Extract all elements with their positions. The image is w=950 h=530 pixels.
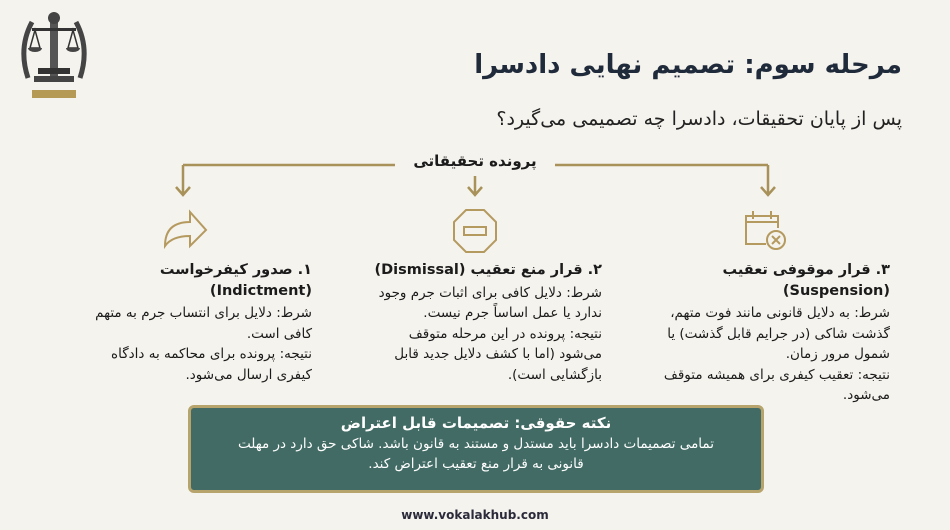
legal-note-box [188, 405, 764, 493]
option-dismissal [372, 260, 602, 385]
page-subtitle: پس از پایان تحقیقات، دادسرا چه تصمیمی می‌گیرد؟ [496, 108, 902, 130]
arrow-down-icon [468, 176, 482, 195]
note-body: تمامی تصمیمات دادسرا باید مستدل و مستند به قانون باشد. شاکی حق دارد در مهلت قانونی به قرار منع تعقیب اعتراض کند. [238, 436, 714, 472]
option-title: ۲. قرار منع تعقیب (Dismissal) [374, 262, 602, 278]
option-result: نتیجه: تعقیب کیفری برای همیشه متوقف می‌شود. [663, 366, 890, 403]
note-title: نکته حقوقی: تصمیمات قابل اعتراض [340, 414, 612, 432]
flow-connector [0, 0, 950, 260]
option-condition: شرط: به دلایل قانونی مانند فوت متهم، گذشت شاکی (در جرایم قابل گذشت) یا شمول مرور زمان. [667, 305, 890, 362]
scales-of-justice-logo [18, 8, 90, 104]
page-title: مرحله سوم: تصمیم نهایی دادسرا [474, 50, 902, 80]
option-condition: شرط: دلایل برای انتساب جرم به متهم کافی است. [95, 305, 312, 342]
footer-url[interactable]: www.vokalakhub.com [401, 508, 549, 522]
calendar-cancel-icon [746, 211, 785, 249]
option-indictment [80, 260, 312, 385]
option-result: نتیجه: پرونده در این مرحله متوقف می‌شود (اما با کشف دلایل جدید قابل بازگشایی است). [394, 325, 602, 383]
option-title: ۳. قرار موقوفی تعقیب (Suspension) [722, 262, 890, 299]
option-suspension [640, 260, 890, 406]
arrow-down-icon [176, 165, 190, 195]
stop-sign-icon [454, 210, 496, 252]
option-title: ۱. صدور کیفرخواست (Indictment) [159, 262, 312, 299]
root-node-label: پرونده تحقیقاتی [395, 152, 555, 170]
option-result: نتیجه: پرونده برای محاکمه به دادگاه کیفری ارسال می‌شود. [111, 346, 312, 383]
arrow-down-icon [761, 165, 775, 195]
forward-arrow-icon [165, 212, 206, 246]
option-condition: شرط: دلایل کافی برای اثبات جرم وجود ندارد یا عمل اساساً جرم نیست. [378, 284, 602, 321]
